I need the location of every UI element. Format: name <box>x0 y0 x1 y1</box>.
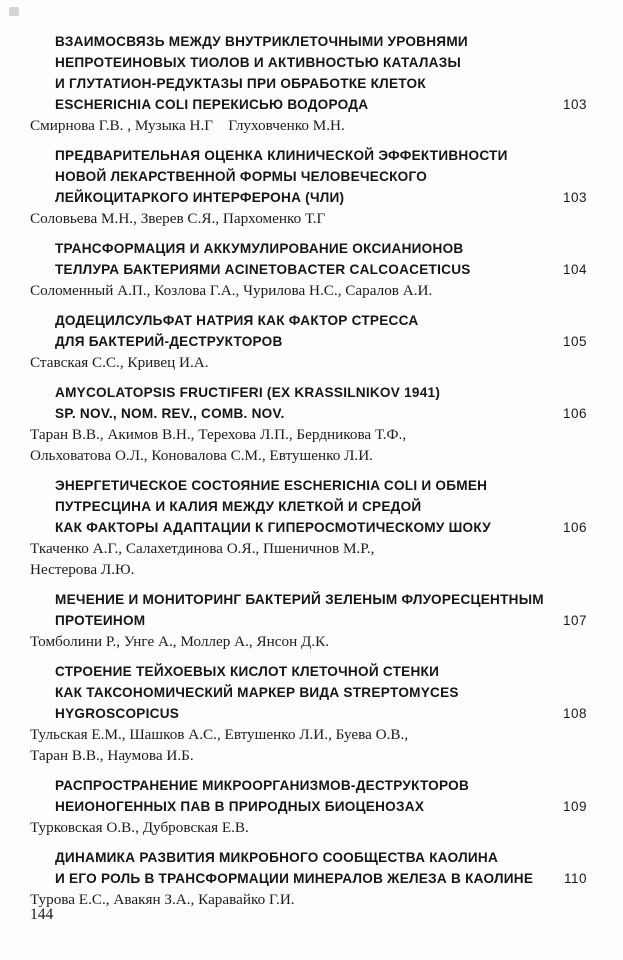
entry-title <box>30 847 587 889</box>
entry-authors <box>30 424 587 466</box>
title-line <box>55 52 587 73</box>
title-text: ПРЕДВАРИТЕЛЬНАЯ ОЦЕНКА КЛИНИЧЕСКОЙ ЭФФЕКТИВНОСТИ <box>55 148 508 163</box>
page-number: 104 <box>562 262 587 277</box>
author-line: Турова Е.С., Авакян З.А., Каравайко Г.И. <box>30 891 295 908</box>
title-line <box>55 145 587 166</box>
title-text: ЭНЕРГЕТИЧЕСКОЕ СОСТОЯНИЕ ESCHERICHIA COLI И ОБМЕН <box>55 478 488 493</box>
title-text: ESCHERICHIA COLI ПЕРЕКИСЬЮ ВОДОРОДА <box>55 97 369 112</box>
toc-entry <box>30 775 587 838</box>
title-line <box>55 868 587 889</box>
author-line: Ставская С.С., Кривец И.А. <box>30 354 209 371</box>
title-text: НЕПРОТЕИНОВЫХ ТИОЛОВ И АКТИВНОСТЬЮ КАТАЛАЗЫ <box>55 55 462 70</box>
author-line: Томболини Р., Унге А., Моллер А., Янсон Д.К. <box>30 633 330 650</box>
title-line <box>55 703 587 724</box>
title-text: РАСПРОСТРАНЕНИЕ МИКРООРГАНИЗМОВ-ДЕСТРУКТОРОВ <box>55 778 470 793</box>
title-text: ДОДЕЦИЛСУЛЬФАТ НАТРИЯ КАК ФАКТОР СТРЕССА <box>55 313 419 328</box>
author-line: Таран В.В., Наумова И.Б. <box>30 747 194 764</box>
footer-page-number: 144 <box>30 906 54 923</box>
entry-authors <box>30 115 587 136</box>
entry-title <box>30 382 587 424</box>
title-text: СТРОЕНИЕ ТЕЙХОЕВЫХ КИСЛОТ КЛЕТОЧНОЙ СТЕНКИ <box>55 664 440 679</box>
title-line <box>55 589 587 610</box>
page-number: 103 <box>562 190 587 205</box>
toc-entry <box>30 589 587 652</box>
title-text: ВЗАИМОСВЯЗЬ МЕЖДУ ВНУТРИКЛЕТОЧНЫМИ УРОВНЯМИ <box>55 34 468 49</box>
title-text: SP. NOV., NOM. REV., COMB. NOV. <box>55 406 285 421</box>
title-line <box>55 796 587 817</box>
entry-authors <box>30 889 587 910</box>
author-line: Смирнова Г.В. , Музыка Н.Г Глуховченко М.Н. <box>30 117 345 134</box>
title-text: ДИНАМИКА РАЗВИТИЯ МИКРОБНОГО СООБЩЕСТВА КАОЛИНА <box>55 850 499 865</box>
author-line: Турковская О.В., Дубровская Е.В. <box>30 819 249 836</box>
page-number: 106 <box>562 520 587 535</box>
author-line: Соловьева М.Н., Зверев С.Я., Пархоменко Т.Г <box>30 210 326 227</box>
toc-entry <box>30 661 587 766</box>
title-text: HYGROSCOPICUS <box>55 706 180 721</box>
title-line <box>55 403 587 424</box>
title-line <box>55 475 587 496</box>
entry-title <box>30 310 587 352</box>
page-number: 107 <box>562 613 587 628</box>
title-text: И ГЛУТАТИОН-РЕДУКТАЗЫ ПРИ ОБРАБОТКЕ КЛЕТОК <box>55 76 426 91</box>
title-text: ДЛЯ БАКТЕРИЙ-ДЕСТРУКТОРОВ <box>55 334 283 349</box>
toc-entry <box>30 475 587 580</box>
author-line: Нестерова Л.Ю. <box>30 561 135 578</box>
title-line <box>55 661 587 682</box>
title-line <box>55 259 587 280</box>
author-line: Тульская Е.М., Шашков А.С., Евтушенко Л.И., Буева О.В., <box>30 726 409 743</box>
entry-title <box>30 475 587 538</box>
title-text: НОВОЙ ЛЕКАРСТВЕННОЙ ФОРМЫ ЧЕЛОВЕЧЕСКОГО <box>55 169 428 184</box>
author-line: Ольховатова О.Л., Коновалова С.М., Евтушенко Л.И. <box>30 447 373 464</box>
title-text: ТЕЛЛУРА БАКТЕРИЯМИ ACINETOBACTER CALCOACETICUS <box>55 262 471 277</box>
entry-authors <box>30 280 587 301</box>
title-line <box>55 517 587 538</box>
toc-entry <box>30 31 587 136</box>
title-line <box>55 382 587 403</box>
page-number: 109 <box>562 799 587 814</box>
title-text: ПУТРЕСЦИНА И КАЛИЯ МЕЖДУ КЛЕТКОЙ И СРЕДОЙ <box>55 499 422 514</box>
page-number: 106 <box>562 406 587 421</box>
entry-authors <box>30 724 587 766</box>
page-number: 103 <box>562 97 587 112</box>
title-line <box>55 331 587 352</box>
title-line <box>55 238 587 259</box>
title-line <box>55 166 587 187</box>
title-line <box>55 94 587 115</box>
title-line <box>55 73 587 94</box>
title-text: КАК ФАКТОРЫ АДАПТАЦИИ К ГИПЕРОСМОТИЧЕСКОМУ ШОКУ <box>55 520 491 535</box>
title-text: AMYCOLATOPSIS FRUCTIFERI (EX KRASSILNIKOV 1941) <box>55 385 441 400</box>
author-line: Таран В.В., Акимов В.Н., Терехова Л.П., Бердникова Т.Ф., <box>30 426 407 443</box>
entry-title <box>30 145 587 208</box>
toc-list <box>30 31 587 919</box>
page-number: 108 <box>562 706 587 721</box>
title-line <box>55 610 587 631</box>
title-text: НЕИОНОГЕННЫХ ПАВ В ПРИРОДНЫХ БИОЦЕНОЗАХ <box>55 799 425 814</box>
title-text: КАК ТАКСОНОМИЧЕСКИЙ МАРКЕР ВИДА STREPTOMYCES <box>55 685 459 700</box>
title-text: И ЕГО РОЛЬ В ТРАНСФОРМАЦИИ МИНЕРАЛОВ ЖЕЛЕЗА В КАОЛИНЕ <box>55 871 534 886</box>
title-line <box>55 682 587 703</box>
author-line: Соломенный А.П., Козлова Г.А., Чурилова Н.С., Саралов А.И. <box>30 282 433 299</box>
entry-authors <box>30 817 587 838</box>
author-line: Ткаченко А.Г., Салахетдинова О.Я., Пшеничнов М.Р., <box>30 540 375 557</box>
toc-entry <box>30 382 587 466</box>
entry-authors <box>30 208 587 229</box>
title-line <box>55 775 587 796</box>
title-line <box>55 310 587 331</box>
title-line <box>55 31 587 52</box>
page-number: 110 <box>563 871 587 886</box>
toc-entry <box>30 847 587 910</box>
entry-title <box>30 661 587 724</box>
toc-entry <box>30 238 587 301</box>
toc-entry <box>30 145 587 229</box>
title-line <box>55 847 587 868</box>
title-text: ЛЕЙКОЦИТАРКОГО ИНТЕРФЕРОНА (ЧЛИ) <box>55 190 345 205</box>
entry-authors <box>30 538 587 580</box>
entry-title <box>30 589 587 631</box>
scan-artifact <box>9 7 19 16</box>
title-line <box>55 496 587 517</box>
page-number: 105 <box>562 334 587 349</box>
entry-title <box>30 238 587 280</box>
entry-authors <box>30 631 587 652</box>
title-line <box>55 187 587 208</box>
entry-title <box>30 775 587 817</box>
toc-entry <box>30 310 587 373</box>
entry-title <box>30 31 587 115</box>
title-text: ТРАНСФОРМАЦИЯ И АККУМУЛИРОВАНИЕ ОКСИАНИОНОВ <box>55 241 464 256</box>
entry-authors <box>30 352 587 373</box>
title-text: МЕЧЕНИЕ И МОНИТОРИНГ БАКТЕРИЙ ЗЕЛЕНЫМ ФЛУОРЕСЦЕНТНЫМ <box>55 592 544 607</box>
title-text: ПРОТЕИНОМ <box>55 613 146 628</box>
